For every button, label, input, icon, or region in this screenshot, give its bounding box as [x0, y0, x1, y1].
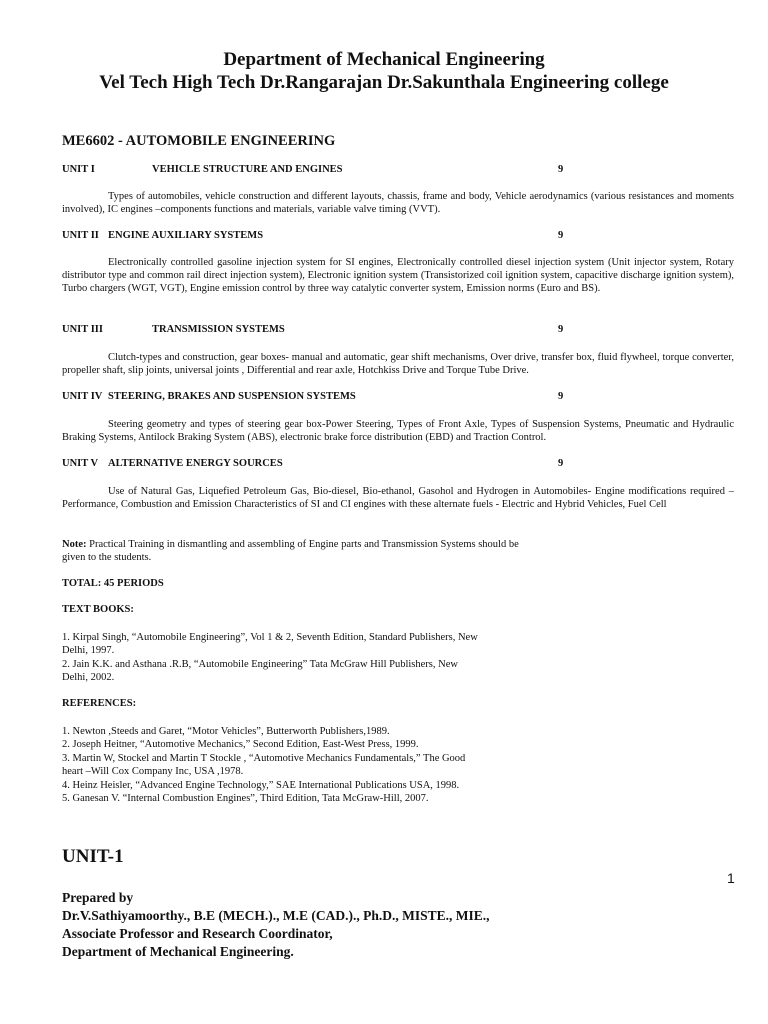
author-position: Associate Professor and Research Coordinator,	[62, 926, 333, 941]
page-number: 1	[727, 870, 735, 886]
unit-title: ENGINE AUXILIARY SYSTEMS	[108, 230, 264, 241]
note-paragraph	[62, 538, 522, 564]
unit-code: UNIT I	[62, 164, 95, 175]
unit-hours: 9	[558, 324, 564, 335]
unit-3-content: Clutch-types and construction, gear boxes- manual and automatic, gear shift mechanisms, Over drive, transfer box, fluid flywheel, torque converter, propeller shaft, slip joints, universal joints , Differential and rear axle, Hotchkiss Drive and Torque Tube Drive.	[62, 352, 734, 376]
unit-title: ALTERNATIVE ENERGY SOURCES	[108, 458, 283, 469]
reference-line: 3. Martin W, Stockel and Martin T Stockle , “Automotive Mechanics Fundamentals,” The Good	[62, 752, 466, 764]
text-book-line: 1. Kirpal Singh, “Automobile Engineering”, Vol 1 & 2, Seventh Edition, Standard Publishers, New	[62, 632, 478, 643]
reference-line: 4. Heinz Heisler, “Advanced Engine Technology,” SAE International Publications USA, 1998.	[62, 779, 460, 791]
unit-2-content: Electronically controlled gasoline injection system for SI engines, Electronically controlled diesel injection system (Unit injector system, Rotary distributor type and common rail direct injection system), Electronic ignition system (Transistorized coil ignition system, capacitive discharge ignition system), Turbo chargers (WGT, VGT), Engine emission control by three way catalytic converter system, Emission norms (Euro and BS).	[62, 257, 734, 294]
reference-line: heart –Will Cox Company Inc, USA ,1978.	[62, 766, 244, 778]
unit-code: UNIT IV	[62, 391, 103, 402]
text-books-heading: TEXT BOOKS:	[62, 604, 134, 615]
total-periods: TOTAL: 45 PERIODS	[62, 578, 164, 589]
course-title: ME6602 - AUTOMOBILE ENGINEERING	[62, 133, 336, 149]
unit-1-content: Types of automobiles, vehicle construction and different layouts, chassis, frame and body, Vehicle aerodynamics (various resistances and moments involved), IC engines –components functions and materials, variable valve timing (VVT).	[62, 191, 734, 215]
reference-line: 2. Joseph Heitner, “Automotive Mechanics,” Second Edition, East-West Press, 1999.	[62, 739, 419, 751]
prepared-by-block	[62, 889, 490, 961]
author-name: Dr.V.Sathiyamoorthy., B.E (MECH.)., M.E (CAD.)., Ph.D., MISTE., MIE.,	[62, 908, 490, 923]
unit-hours: 9	[558, 458, 564, 469]
unit-code: UNIT III	[62, 324, 103, 335]
unit-5-content: Use of Natural Gas, Liquefied Petroleum Gas, Bio-diesel, Bio-ethanol, Gasohol and Hydrogen in Automobiles- Engine modifications required –Performance, Combustion and Emission Characteristics of SI and CI engines with these alternate fuels - Electric and Hybrid Vehicles, Fuel Cell	[62, 486, 734, 510]
unit-hours: 9	[558, 391, 564, 402]
unit-code: UNIT V	[62, 458, 99, 469]
text-book-line: 2. Jain K.K. and Asthana .R.B, “Automobile Engineering” Tata McGraw Hill Publishers, New	[62, 658, 458, 670]
text-book-line: Delhi, 1997.	[62, 645, 115, 657]
unit-title: TRANSMISSION SYSTEMS	[152, 324, 285, 335]
department-heading: Department of Mechanical Engineering	[223, 49, 545, 70]
reference-line: 1. Newton ,Steeds and Garet, “Motor Vehicles”, Butterworth Publishers,1989.	[62, 726, 390, 737]
unit-title: STEERING, BRAKES AND SUSPENSION SYSTEMS	[108, 391, 356, 402]
references-heading: REFERENCES:	[62, 698, 137, 709]
references-list	[62, 725, 532, 805]
note-label: Note:	[62, 539, 87, 550]
unit-1-heading-large: UNIT-1	[62, 846, 124, 867]
prepared-by-label: Prepared by	[62, 890, 134, 905]
unit-hours: 9	[558, 164, 564, 175]
author-department: Department of Mechanical Engineering.	[62, 944, 294, 959]
unit-hours: 9	[558, 230, 564, 241]
note-text: Practical Training in dismantling and assembling of Engine parts and Transmission Systems should be given to the students.	[62, 539, 519, 563]
unit-title: VEHICLE STRUCTURE AND ENGINES	[152, 164, 343, 175]
unit-code: UNIT II	[62, 230, 99, 241]
unit-4-content: Steering geometry and types of steering gear box-Power Steering, Types of Front Axle, Types of Suspension Systems, Pneumatic and Hydraulic Braking Systems, Antilock Braking System (ABS), electronic brake force distribution (EBD) and Traction Control.	[62, 419, 734, 443]
text-books-list	[62, 631, 532, 685]
reference-line: 5. Ganesan V. “Internal Combustion Engines”, Third Edition, Tata McGraw-Hill, 2007.	[62, 793, 429, 805]
college-heading: Vel Tech High Tech Dr.Rangarajan Dr.Sakunthala Engineering college	[99, 72, 669, 93]
text-book-line: Delhi, 2002.	[62, 672, 115, 684]
